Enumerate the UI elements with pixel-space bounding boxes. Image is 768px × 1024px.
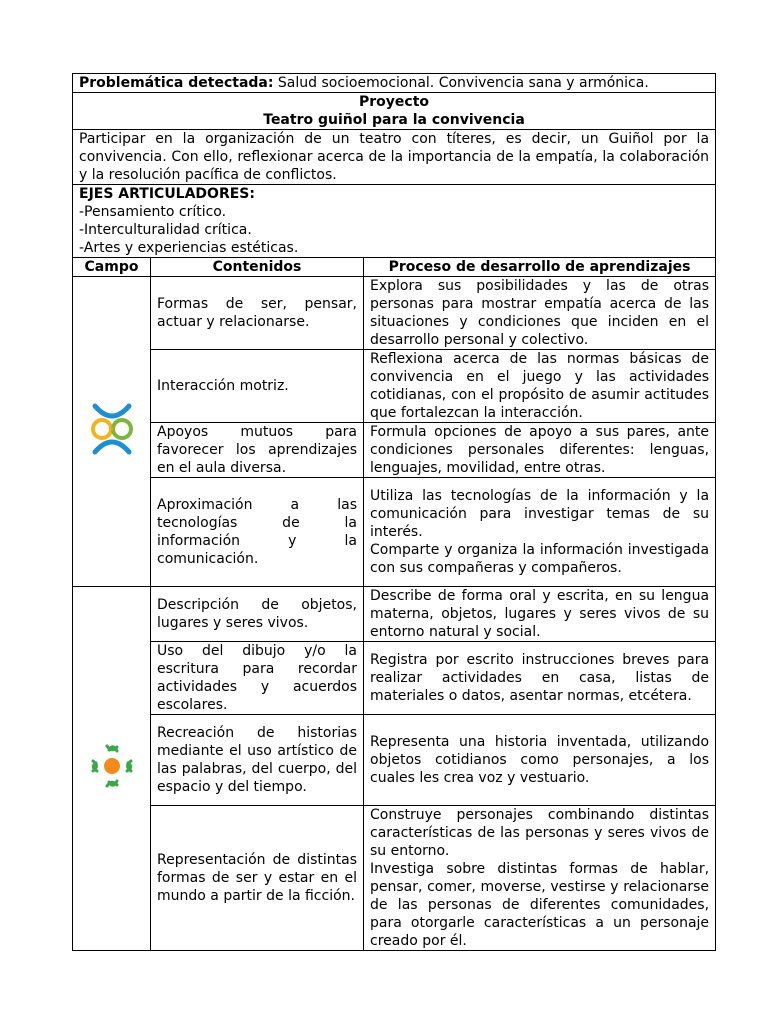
column-header-contenidos: Contenidos [151,258,364,277]
lenguajes-campo-icon [87,741,137,791]
column-header-row [73,258,716,277]
table-row [73,806,716,951]
proceso-text: Explora sus posibilidades y las de otras personas para mostrar empatía acerca de las situaciones y condiciones que inciden en el desarrollo personal y colectivo. [370,278,710,348]
proyecto-cell [73,93,716,130]
proceso-cell [364,715,716,806]
column-header-proceso: Proceso de desarrollo de aprendizajes [364,258,716,277]
problematica-cell [73,74,716,93]
proceso-cell [364,277,716,350]
proceso-text: Registra por escrito instrucciones breves para realizar actividades en casa, listas de materiales o datos, asentar normas, etcétera. [370,652,710,704]
proceso-text: Comparte y organiza la información investigada con sus compañeras y compañeros. [370,542,710,576]
eje-item: -Pensamiento crítico. [79,204,227,220]
ejes-cell [73,185,716,258]
contenido-cell: Apoyos mutuos para favorecer los aprendizajes en el aula diversa. [151,423,364,478]
contenido-cell: Representación de distintas formas de ser y estar en el mundo a partir de la ficción. [151,806,364,951]
table-row [73,350,716,423]
proceso-text: Construye personajes combinando distintas características de las personas y seres vivos de su entorno. [370,807,710,859]
proceso-cell [364,478,716,587]
planning-document [72,73,715,951]
contenido-cell: Interacción motriz. [151,350,364,423]
ejes-row [73,185,716,258]
contenido-cell: Uso del dibujo y/o la escritura para recordar actividades y acuerdos escolares. [151,642,364,715]
table-row [73,277,716,350]
planning-table [72,73,716,951]
contenido-cell: Aproximación a las tecnologías de la información y la comunicación. [151,478,364,587]
proceso-cell [364,423,716,478]
problematica-row [73,74,716,93]
proceso-cell [364,587,716,642]
proceso-text: Formula opciones de apoyo a sus pares, ante condiciones personales diferentes: lenguas, lenguajes, movilidad, entre otras. [370,424,710,476]
column-header-campo: Campo [73,258,151,277]
proyecto-title: Teatro guiñol para la convivencia [263,112,525,128]
table-row [73,587,716,642]
proceso-cell [364,642,716,715]
problematica-value: Salud socioemocional. Convivencia sana y armónica. [273,75,649,91]
proceso-cell [364,806,716,951]
proceso-text: Investiga sobre distintas formas de hablar, pensar, comer, moverse, vestirse y relacionarse de las personas de diferentes comunidades, para otorgarle características a un personaje creado por él. [370,861,710,949]
table-row [73,715,716,806]
ejes-title: EJES ARTICULADORES: [79,186,255,202]
proceso-text: Describe de forma oral y escrita, en su lengua materna, objetos, lugares y seres vivos de su entorno natural y social. [370,588,710,640]
proceso-text: Utiliza las tecnologías de la información y la comunicación para investigar temas de su interés. [370,488,710,540]
proceso-text: Reflexiona acerca de las normas básicas de convivencia en el juego y las actividades cotidianas, con el propósito de asumir actitudes que fortalezcan la interacción. [370,351,710,421]
table-row [73,423,716,478]
proyecto-row [73,93,716,130]
problematica-label: Problemática detectada: [79,75,274,91]
descripcion-cell: Participar en la organización de un teatro con títeres, es decir, un Guiñol por la convivencia. Con ello, reflexionar acerca de la importancia de la empatía, la colaboración y la resolución pacífica de conflictos. [73,130,716,185]
campo-cell-lenguajes [73,587,151,951]
campo-cell-etica [73,277,151,587]
eje-item: -Artes y experiencias estéticas. [79,240,299,256]
proceso-text: Representa una historia inventada, utilizando objetos cotidianos como personajes, a los cuales les crea voz y vestuario. [370,734,710,786]
ethics-campo-icon [87,402,137,456]
contenido-cell: Recreación de historias mediante el uso artístico de las palabras, del cuerpo, del espacio y del tiempo. [151,715,364,806]
proyecto-label: Proyecto [359,94,430,110]
eje-item: -Interculturalidad crítica. [79,222,252,238]
proceso-cell [364,350,716,423]
contenido-cell: Formas de ser, pensar, actuar y relacionarse. [151,277,364,350]
contenido-cell: Descripción de objetos, lugares y seres vivos. [151,587,364,642]
table-row [73,478,716,587]
descripcion-row [73,130,716,185]
table-row [73,642,716,715]
